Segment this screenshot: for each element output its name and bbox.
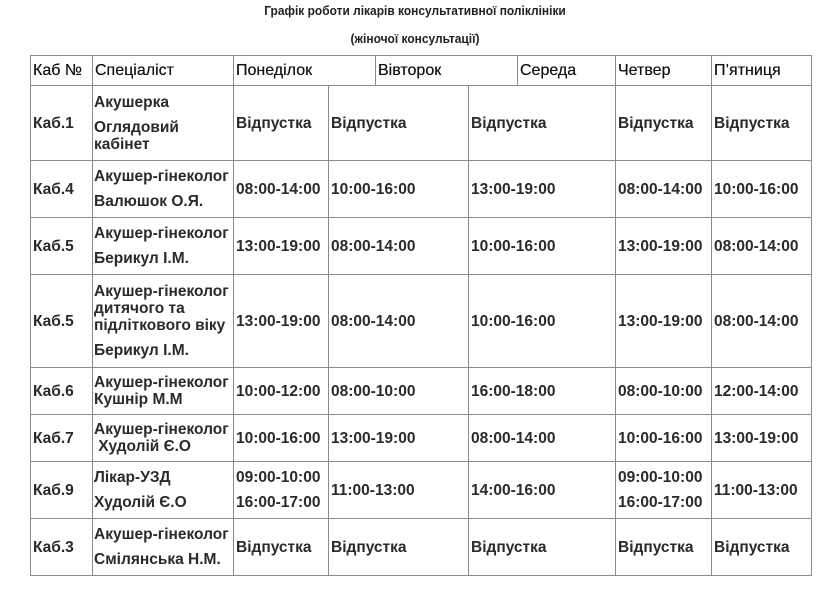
table-cell-friday	[711, 518, 811, 575]
table-cell-cabinet	[30, 160, 92, 217]
table-cell-wednesday	[468, 414, 615, 461]
schedule-time: 08:00-14:00	[236, 180, 321, 198]
header-monday-label: Понеділок	[236, 62, 313, 79]
schedule-time: 14:00-16:00	[471, 481, 556, 499]
table-cell-tuesday	[328, 274, 468, 367]
schedule-time: 16:00-17:00	[618, 494, 703, 511]
table-cell-specialist	[92, 217, 233, 274]
schedule-time: 12:00-14:00	[714, 382, 799, 400]
table-cell-specialist	[92, 85, 233, 160]
specialist-line: Лікар-УЗД	[94, 469, 171, 486]
table-cell-friday	[711, 414, 811, 461]
table-cell-thursday	[615, 160, 711, 217]
table-cell-wednesday	[468, 85, 615, 160]
schedule-time: 13:00-19:00	[236, 312, 321, 330]
specialist-line: Акушер-гінеколог	[94, 526, 229, 543]
table-cell-tuesday	[328, 414, 468, 461]
schedule-time: 08:00-14:00	[714, 237, 799, 255]
schedule-time: 10:00-16:00	[714, 180, 799, 198]
specialist-line: підліткового віку	[94, 317, 226, 334]
cabinet-number: Каб.6	[33, 382, 74, 400]
schedule-time: 13:00-19:00	[331, 429, 416, 447]
table-cell-cabinet	[30, 217, 92, 274]
schedule-time: 13:00-19:00	[471, 180, 556, 198]
table-cell-cabinet	[30, 518, 92, 575]
schedule-time: Відпустка	[618, 114, 694, 132]
header-specialist	[92, 55, 233, 85]
header-thursday	[615, 55, 711, 85]
cabinet-number: Каб.5	[33, 312, 74, 330]
header-wednesday	[517, 55, 615, 85]
table-cell-monday	[233, 461, 328, 518]
specialist-line: Худолій Є.О	[94, 494, 187, 511]
specialist-line: Берикул І.М.	[94, 342, 189, 359]
table-cell-friday	[711, 217, 811, 274]
table-cell-tuesday	[328, 518, 468, 575]
table-cell-thursday	[615, 217, 711, 274]
table-cell-monday	[233, 274, 328, 367]
table-cell-tuesday	[328, 367, 468, 414]
page-subtitle: (жіночої консультації)	[350, 31, 480, 46]
table-cell-wednesday	[468, 217, 615, 274]
header-friday-label: П’ятниця	[714, 62, 781, 79]
table-cell-friday	[711, 85, 811, 160]
schedule-time: Відпустка	[236, 114, 312, 132]
schedule-time: 08:00-10:00	[331, 382, 416, 400]
table-cell-thursday	[615, 461, 711, 518]
table-cell-tuesday	[328, 160, 468, 217]
table-cell-thursday	[615, 414, 711, 461]
table-cell-friday	[711, 461, 811, 518]
cabinet-number: Каб.4	[33, 180, 74, 198]
header-cabinet	[30, 55, 92, 85]
table-cell-monday	[233, 85, 328, 160]
cabinet-number: Каб.9	[33, 481, 74, 499]
specialist-line: Акушер-гінеколог	[94, 225, 229, 242]
table-right-border	[811, 55, 812, 575]
schedule-time: 08:00-14:00	[331, 312, 416, 330]
specialist-line: Берикул І.М.	[94, 250, 189, 267]
table-cell-thursday	[615, 274, 711, 367]
cabinet-number: Каб.5	[33, 237, 74, 255]
specialist-line: Акушер-гінеколог	[94, 421, 229, 438]
table-cell-cabinet	[30, 85, 92, 160]
specialist-line: Смілянська Н.М.	[94, 551, 221, 568]
table-cell-thursday	[615, 85, 711, 160]
table-bottom-border	[30, 575, 812, 576]
header-tuesday-label: Вівторок	[378, 62, 442, 79]
table-cell-monday	[233, 414, 328, 461]
table-cell-friday	[711, 367, 811, 414]
schedule-time: 13:00-19:00	[236, 237, 321, 255]
table-cell-cabinet	[30, 461, 92, 518]
schedule-time: 09:00-10:00	[618, 469, 703, 486]
schedule-time: Відпустка	[714, 114, 790, 132]
specialist-line: Оглядовий	[94, 118, 179, 136]
table-cell-tuesday	[328, 461, 468, 518]
header-specialist-label: Спеціаліст	[95, 62, 174, 79]
table-cell-specialist	[92, 160, 233, 217]
schedule-time: Відпустка	[618, 538, 694, 556]
table-cell-friday	[711, 274, 811, 367]
table-cell-specialist	[92, 518, 233, 575]
schedule-time: 08:00-14:00	[331, 237, 416, 255]
table-cell-tuesday	[328, 217, 468, 274]
specialist-line: Акушер-гінеколог	[94, 374, 229, 391]
table-cell-monday	[233, 518, 328, 575]
table-cell-wednesday	[468, 160, 615, 217]
table-cell-wednesday	[468, 518, 615, 575]
schedule-time: 13:00-19:00	[618, 312, 703, 330]
schedule-time: Відпустка	[714, 538, 790, 556]
schedule-time: 16:00-17:00	[236, 494, 321, 511]
specialist-line: Валюшок О.Я.	[94, 193, 204, 210]
header-cabinet-label: Каб №	[33, 62, 82, 79]
table-cell-wednesday	[468, 367, 615, 414]
schedule-time: 10:00-16:00	[471, 237, 556, 255]
specialist-line: Акушерка	[94, 93, 169, 111]
schedule-time: Відпустка	[471, 538, 547, 556]
header-monday	[233, 55, 375, 85]
schedule-time: 08:00-14:00	[714, 312, 799, 330]
schedule-time: 11:00-13:00	[714, 481, 798, 499]
table-cell-cabinet	[30, 414, 92, 461]
table-cell-specialist	[92, 274, 233, 367]
specialist-line: кабінет	[94, 135, 150, 153]
table-cell-monday	[233, 160, 328, 217]
schedule-time: 10:00-12:00	[236, 382, 321, 400]
schedule-time: Відпустка	[236, 538, 312, 556]
table-cell-cabinet	[30, 274, 92, 367]
table-cell-specialist	[92, 367, 233, 414]
specialist-line: дитячого та	[94, 300, 185, 317]
table-cell-thursday	[615, 367, 711, 414]
table-cell-specialist	[92, 414, 233, 461]
schedule-time: Відпустка	[331, 114, 407, 132]
header-tuesday	[375, 55, 517, 85]
table-cell-cabinet	[30, 367, 92, 414]
schedule-time: Відпустка	[471, 114, 547, 132]
schedule-time: 16:00-18:00	[471, 382, 556, 400]
header-friday	[711, 55, 811, 85]
schedule-time: 08:00-14:00	[471, 429, 556, 447]
cabinet-number: Каб.7	[33, 429, 74, 447]
schedule-time: 10:00-16:00	[618, 429, 703, 447]
table-cell-tuesday	[328, 85, 468, 160]
specialist-line: Кушнір М.М	[94, 391, 183, 408]
table-cell-wednesday	[468, 461, 615, 518]
cabinet-number: Каб.1	[33, 114, 74, 132]
table-cell-wednesday	[468, 274, 615, 367]
schedule-time: 10:00-16:00	[236, 429, 321, 447]
schedule-time: 09:00-10:00	[236, 469, 321, 486]
table-cell-thursday	[615, 518, 711, 575]
schedule-time: 10:00-16:00	[331, 180, 416, 198]
cabinet-number: Каб.3	[33, 538, 74, 556]
table-cell-friday	[711, 160, 811, 217]
schedule-time: 11:00-13:00	[331, 481, 415, 499]
table-cell-specialist	[92, 461, 233, 518]
schedule-time: 10:00-16:00	[471, 312, 556, 330]
schedule-time: Відпустка	[331, 538, 407, 556]
table-cell-monday	[233, 217, 328, 274]
specialist-line: Акушер-гінеколог	[94, 283, 229, 300]
table-cell-monday	[233, 367, 328, 414]
schedule-time: 13:00-19:00	[618, 237, 703, 255]
header-thursday-label: Четвер	[618, 62, 671, 79]
schedule-time: 08:00-10:00	[618, 382, 703, 400]
schedule-time: 13:00-19:00	[714, 429, 799, 447]
page-title: Графік роботи лікарів консультативної поліклініки	[264, 3, 566, 18]
specialist-line: Худолій Є.О	[94, 438, 191, 455]
specialist-line: Акушер-гінеколог	[94, 168, 229, 185]
header-wednesday-label: Середа	[520, 62, 577, 79]
schedule-time: 08:00-14:00	[618, 180, 703, 198]
